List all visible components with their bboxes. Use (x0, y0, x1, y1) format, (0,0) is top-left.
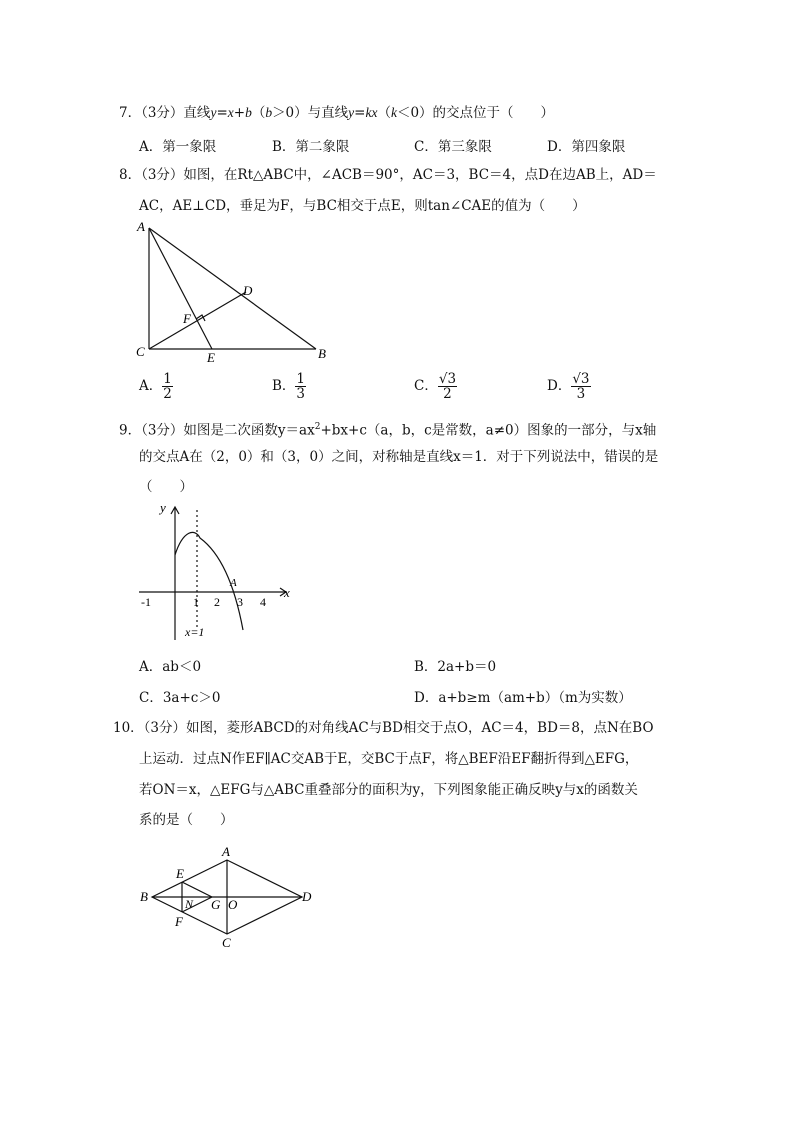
q9-stem-line3: （ ） (139, 479, 193, 495)
label-a: A (230, 577, 237, 589)
q8-triangle-figure (130, 218, 340, 366)
segment-ab (149, 228, 316, 349)
q7-option-b[interactable]: B．第二象限 (272, 139, 350, 155)
label-g: G (211, 897, 221, 912)
label-c: C (136, 344, 145, 359)
tick-1: 1 (193, 595, 199, 609)
label-f: F (175, 914, 183, 929)
label-y: y (160, 500, 166, 515)
q9-stem-line1: 9．（3分）如图是二次函数$y=ax^2+bx+c(a$，b，c是常数，a≠0）图象的一部分，与x轴 (119, 422, 657, 439)
q9-option-d[interactable]: D．a+b≥m（am+b）（m为实数） (414, 690, 632, 706)
label-x: x (284, 585, 290, 600)
label-b: B (318, 346, 326, 361)
q8-option-a[interactable]: A． $\frac{1}{2}$ (139, 371, 172, 402)
label-d: D (302, 889, 312, 904)
q7-option-c[interactable]: C．第三象限 (414, 139, 492, 155)
q9-parabola-figure (135, 500, 300, 645)
segment-eg (182, 882, 212, 897)
tick-3: 3 (237, 595, 243, 609)
q9-stem-line2: 的交点A在（2，0）和（3，0）之间，对称轴是直线x＝1．对于下列说法中，错误的是 (139, 449, 659, 465)
label-a: A (222, 844, 230, 859)
q7-option-d[interactable]: D．第四象限 (547, 139, 626, 155)
label-f: F (183, 311, 191, 326)
label-axis: x=1 (185, 625, 205, 639)
q9-option-a[interactable]: A．ab＜0 (139, 659, 202, 675)
q10-rhombus-figure (135, 840, 325, 955)
label-o: O (228, 897, 238, 912)
label-d: D (243, 283, 253, 298)
q9-option-c[interactable]: C．3a+c＞0 (139, 690, 221, 706)
q7-stem: 7．（3分）直线y=x+b（b＞0）与直线y=kx（k＜0）的交点位于（ ） (119, 105, 555, 121)
q8-option-d[interactable]: D． $\frac{√3}{3}$ (547, 371, 590, 402)
q8-option-c[interactable]: C． $\frac{√3}{2}$ (414, 371, 457, 402)
q10-stem-line2: 上运动．过点N作EF∥AC交AB于E，交BC于点F，将△BEF沿EF翻折得到△EFG， (139, 751, 639, 767)
q10-stem-line3: 若ON＝x，△EFG与△ABC重叠部分的面积为y，下列图象能正确反映y与x的函数关 (139, 782, 638, 798)
label-a: A (137, 219, 145, 234)
label-e: E (176, 866, 184, 881)
q8-stem-line1: 8．（3分）如图，在Rt△ABC中，∠ACB＝90°，AC＝3，BC＝4，点D在边AB上，AD＝ (119, 167, 657, 183)
q9-option-b[interactable]: B．2a+b＝0 (414, 659, 497, 675)
q7-option-a[interactable]: A．第一象限 (139, 139, 217, 155)
q8-option-b[interactable]: B． $\frac{1}{3}$ (272, 371, 306, 402)
label-c: C (222, 935, 231, 950)
tick-minus1: -1 (141, 595, 151, 609)
q8-stem-line2: AC，AE⊥CD，垂足为F，与BC相交于点E，则tan∠CAE的值为（ ） (139, 198, 586, 214)
tick-4: 4 (260, 595, 266, 609)
q10-stem-line1: 10．（3分）如图，菱形ABCD的对角线AC与BD相交于点O，AC＝4，BD＝8，点N在BO (113, 720, 654, 736)
label-e: E (207, 350, 215, 365)
q10-stem-line4: 系的是（ ） (139, 812, 234, 828)
label-b: B (140, 889, 148, 904)
tick-2: 2 (214, 595, 220, 609)
label-n: N (185, 897, 194, 911)
